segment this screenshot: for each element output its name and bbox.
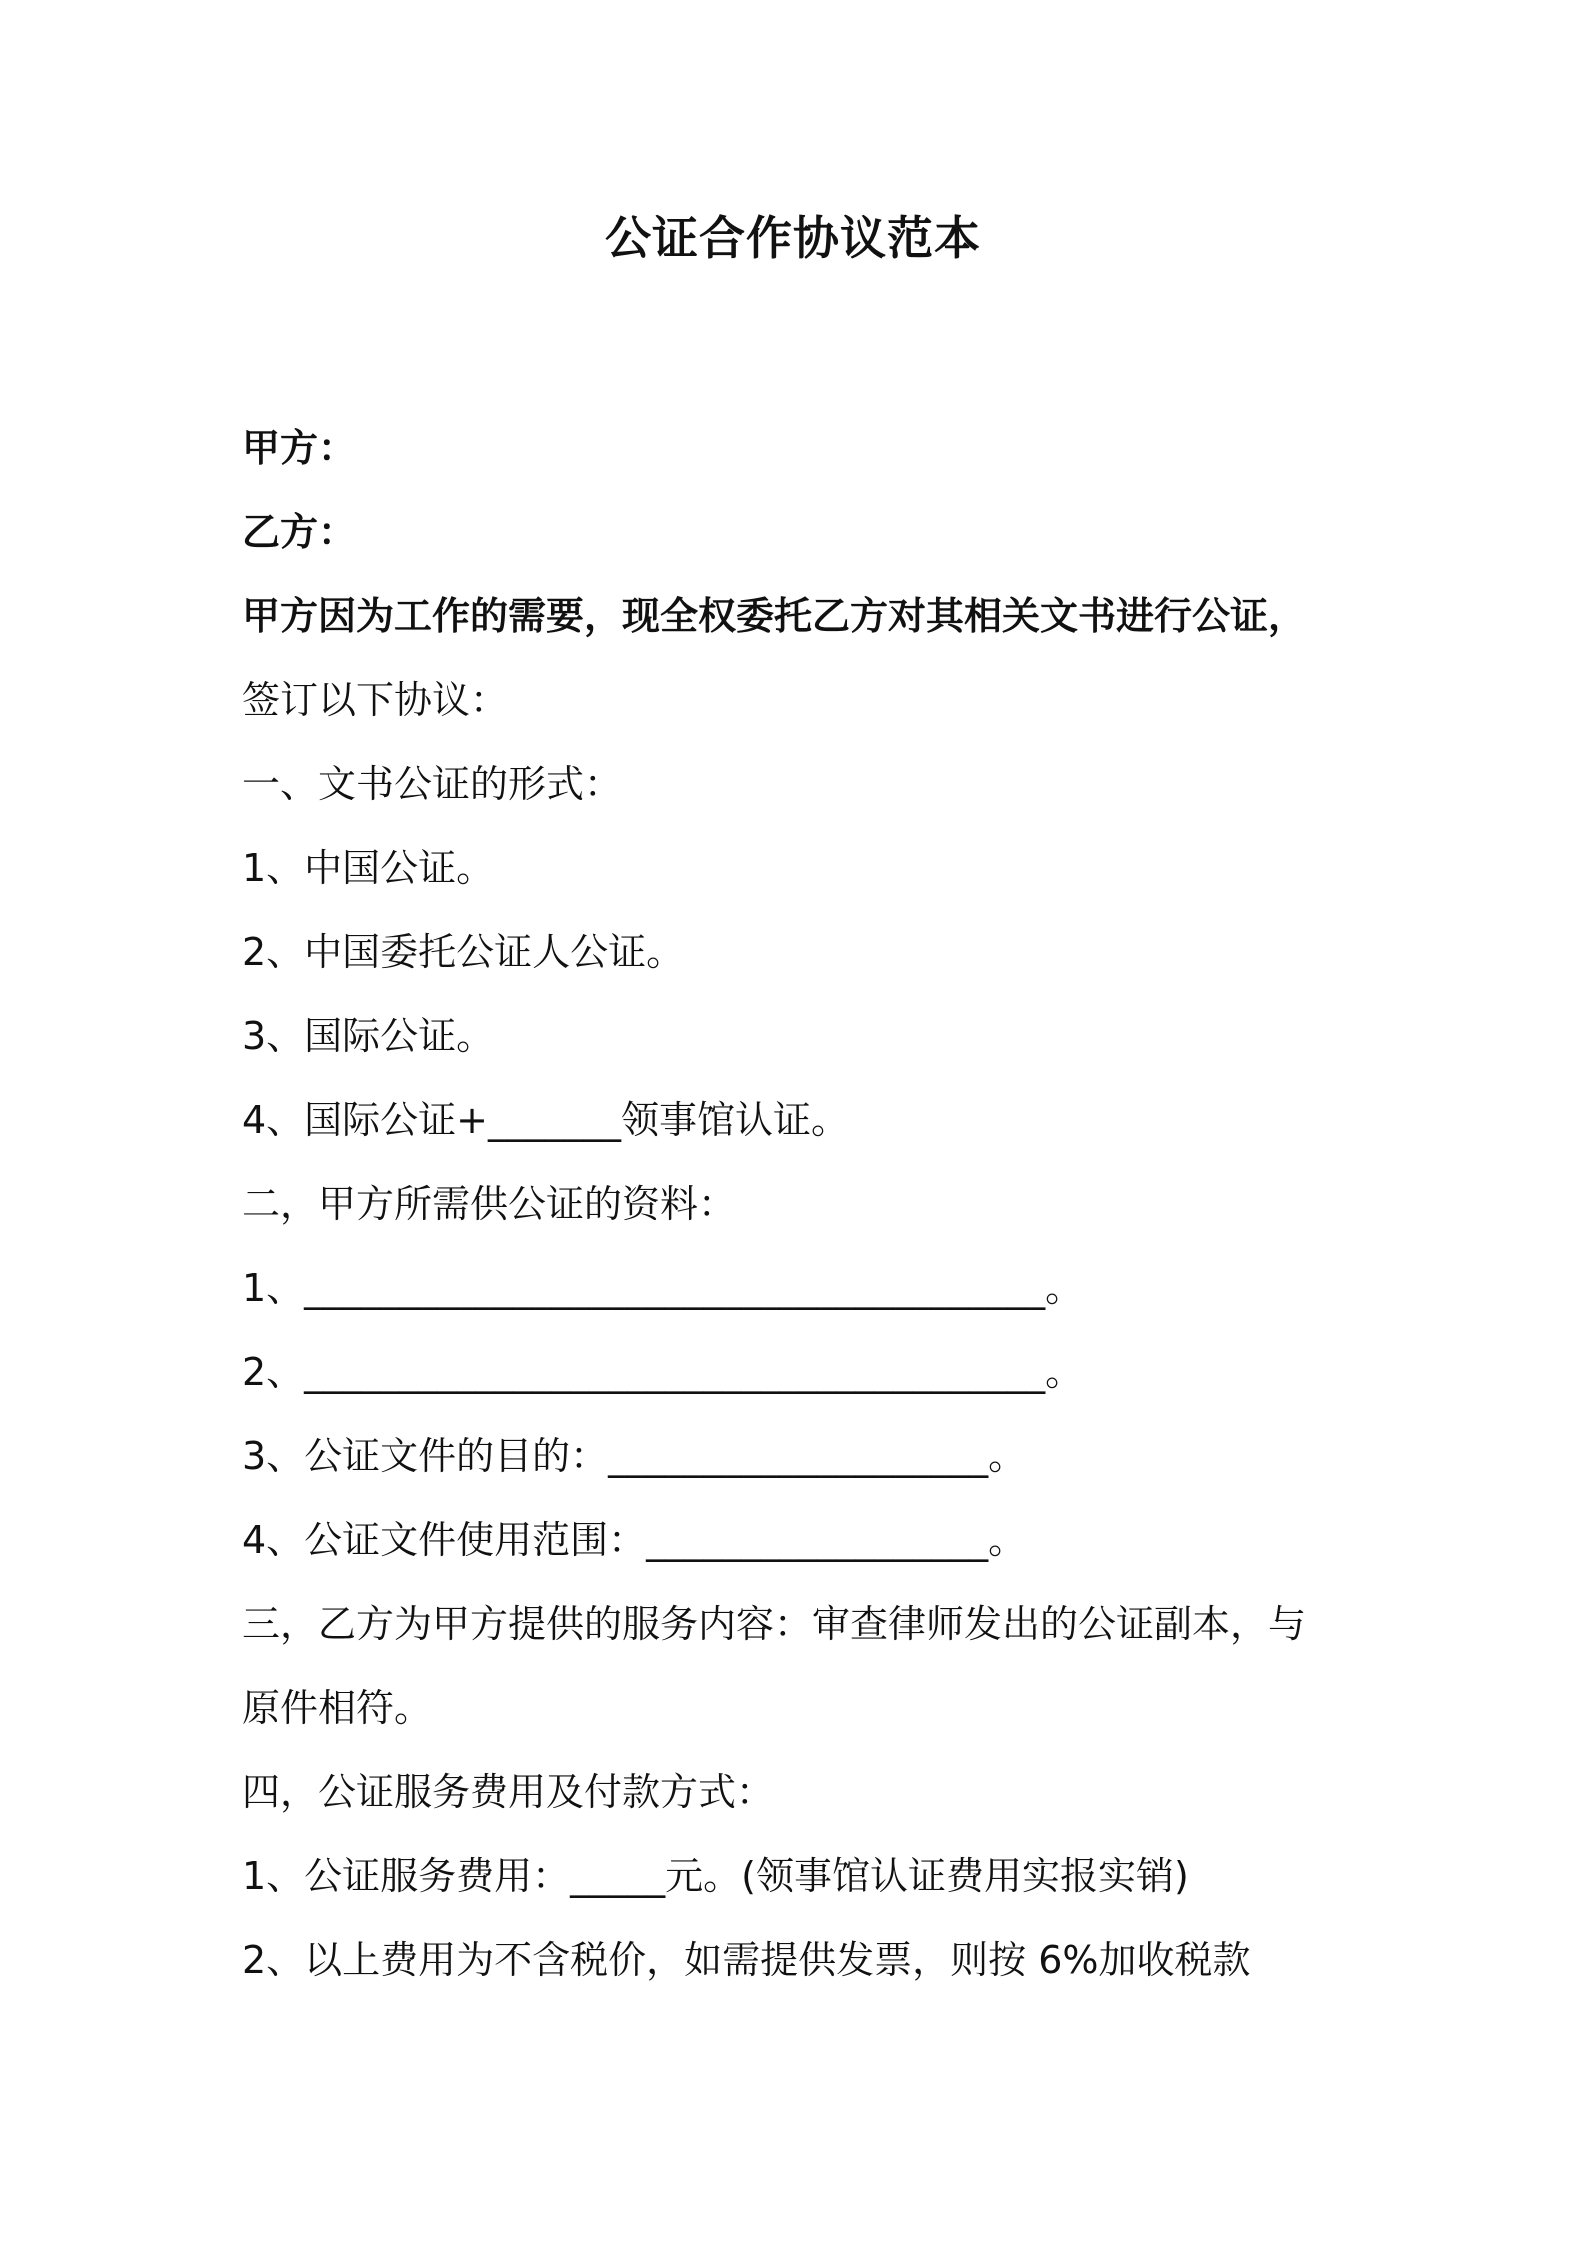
intro-line-1: 甲方因为工作的需要，现全权委托乙方对其相关文书进行公证，	[242, 594, 1307, 638]
section-1-item-4: 4、国际公证+_______领事馆认证。	[242, 1098, 850, 1142]
section-1-item-2: 2、中国委托公证人公证。	[242, 930, 685, 974]
section-2-item-4: 4、公证文件使用范围：__________________。	[242, 1518, 1027, 1562]
party-a-line: 甲方：	[242, 426, 357, 470]
section-4-heading: 四，公证服务费用及付款方式：	[242, 1770, 775, 1814]
section-4-item-2: 2、以上费用为不含税价，如需提供发票，则按 6%加收税款	[242, 1938, 1251, 1982]
document-body	[242, 406, 1362, 2002]
section-4-item-1: 1、公证服务费用：_____元。(领事馆认证费用实报实销)	[242, 1854, 1189, 1898]
party-b-line: 乙方：	[242, 510, 357, 554]
section-1-item-1: 1、中国公证。	[242, 846, 495, 890]
section-1-item-3: 3、国际公证。	[242, 1014, 495, 1058]
section-3-line-1: 三，乙方为甲方提供的服务内容：审查律师发出的公证副本，与	[242, 1602, 1307, 1646]
section-2-item-3: 3、公证文件的目的：____________________。	[242, 1434, 1027, 1478]
section-3-line-2: 原件相符。	[242, 1686, 433, 1730]
section-1-heading: 一、文书公证的形式：	[242, 762, 623, 806]
section-2-item-2: 2、_______________________________________。	[242, 1350, 1084, 1394]
section-2-heading: 二，甲方所需供公证的资料：	[242, 1182, 737, 1226]
section-2-item-1: 1、_______________________________________。	[242, 1266, 1084, 1310]
document-title: 公证合作协议范本	[605, 211, 981, 265]
intro-line-2: 签订以下协议：	[242, 678, 509, 722]
